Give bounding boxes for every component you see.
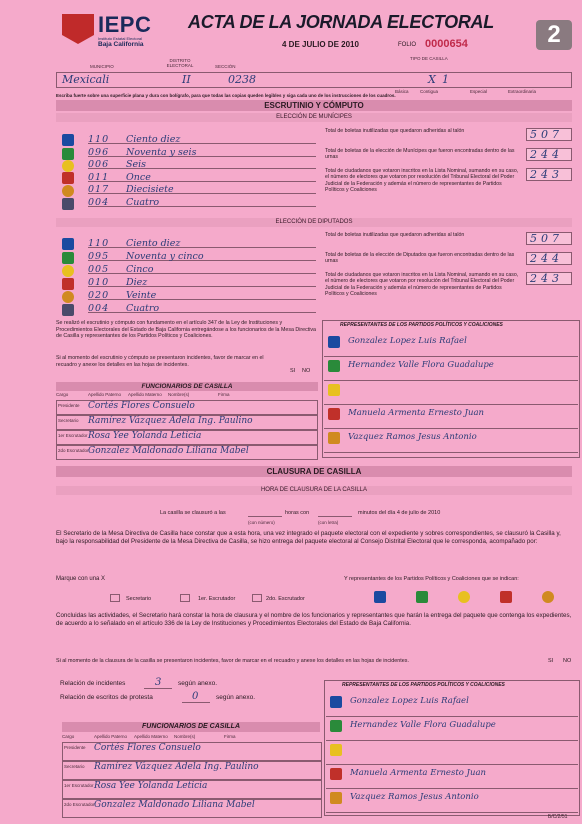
election-date: 4 DE JULIO DE 2010 [282,40,359,49]
vote-text[interactable]: Ciento diez [126,238,181,249]
party-icon [330,696,342,708]
representante-name[interactable]: Vazquez Ramos Jesus Antonio [348,432,477,442]
escrutinio-title: ESCRUTINIO Y CÓMPUTO [264,101,364,110]
total-label: Total de ciudadanos que votaron inscritos en la Lista Nominal, sumando en su caso, el número de electores que votaron por resolución del Tribunal Electoral del Poder Judicial de la Federación y además el número de representantes de Partidos Políticos y Coaliciones [325,272,519,297]
opt-1er-escrutador: 1er. Escrutador [198,596,236,602]
label-contigua: Contigua [420,89,439,94]
vote-number[interactable]: 020 [88,290,110,301]
segun-anexo-2: según anexo. [216,694,256,701]
rep-line [324,380,578,381]
municipes-title: ELECCIÓN DE MUNÍCIPES [276,114,352,120]
party-pan-icon [62,134,74,146]
representantes-indican: Y representantes de los Partidos Políticos y Coaliciones que se indican: [344,576,519,582]
representante-name[interactable]: Manuela Armenta Ernesto Juan [348,408,484,418]
representantes-top-title: REPRESENTANTES DE LOS PARTIDOS POLÍTICOS Y COALICIONES [340,322,503,328]
checkbox-1er-escrutador[interactable] [180,594,190,602]
logo-text: IEPC [98,12,152,37]
clausura-title-bar [56,466,572,477]
vote-line [88,206,316,207]
party-icon [328,360,340,372]
rep-line [324,404,578,405]
representante-name[interactable]: Hernandez Valle Flora Guadalupe [348,360,494,370]
diputados-title: ELECCIÓN DE DIPUTADOS [275,219,353,225]
label-seccion: SECCIÓN [215,64,236,69]
total-value[interactable]: 244 [530,148,563,161]
party-pt-icon [62,278,74,290]
funcionarios-top-title: FUNCIONARIOS DE CASILLA [141,383,233,390]
label-extraordinaria: Extraordinaria [508,89,537,94]
vote-line [88,286,316,287]
tipo-value[interactable]: X [428,73,436,86]
vote-text[interactable]: Seis [126,159,147,171]
representantes-bottom-title: REPRESENTANTES DE LOS PARTIDOS POLÍTICOS Y COALICIONES [342,682,505,688]
cargo-label: 1er Escrutador [64,783,94,788]
vote-text[interactable]: Noventa y cinco [126,251,204,262]
party-verde-icon [62,291,74,303]
column-header: Cargo [56,392,69,397]
checkbox-2do-escrutador[interactable] [252,594,262,602]
funcionarios-bottom-title-bar [62,722,320,732]
representante-name[interactable]: Manuela Armenta Ernesto Juan [350,768,486,778]
relacion-protesta-value[interactable]: 0 [192,691,199,702]
vote-text[interactable]: Cuatro [126,303,160,314]
funcionario-name[interactable]: Ramírez Vázquez Adela Ing. Paulino [94,762,259,772]
vote-line [88,247,316,248]
party-pri-icon [62,148,74,160]
clausura-line1-b: horas con [285,510,310,516]
funcionario-name[interactable]: Rosa Yee Yolanda Leticia [94,781,208,791]
num-casilla-value[interactable]: 1 [442,73,449,86]
relacion-incidentes-label: Relación de incidentes [60,680,126,687]
logo-subtitle: Instituto Estatal Electoral [98,36,143,41]
copy-number: 2 [547,21,561,48]
vote-text[interactable]: Diecisiete [126,184,174,196]
party-otros-icon [62,304,74,316]
column-header: Firma [224,734,236,739]
cargo-label: Secretario [64,764,85,769]
column-header: Nombre(s) [174,734,196,739]
vote-text[interactable]: Diez [126,277,148,288]
column-header: Firma [218,392,230,397]
clausura-paragraph: El Secretario de la Mesa Directiva de Casilla hace constar que a esta hora, una vez integrado el paquete electoral con el expediente y sobres correspondientes, se clausuró la Casilla y, bajo la responsabilidad del Presidente de la Mesa Directiva de Casilla, se hizo entrega del paquete electoral al Consejo Distrital Electoral que le corresponda, acompañado por: [56,530,561,545]
party-icon [328,432,340,444]
rep-line [324,452,578,453]
label-tipo-casilla: TIPO DE CASILLA [410,56,448,61]
municipes-title-bar [56,113,572,122]
vote-number[interactable]: 004 [88,303,110,314]
cargo-label: Secretario [58,418,79,423]
document-title: ACTA DE LA JORNADA ELECTORAL [188,12,494,32]
vote-text[interactable]: Once [126,171,151,183]
cargo-label: Presidente [58,403,80,408]
total-value[interactable]: 507 [530,232,563,245]
party-icon [330,744,342,756]
total-label: Total de boletas de la elección de Diputados que fueron encontradas dentro de las urnas [325,252,515,265]
rep-line [326,812,578,813]
vote-number[interactable]: 017 [88,184,110,196]
vote-text[interactable]: Ciento diez [126,134,181,145]
vote-number[interactable]: 004 [88,197,110,208]
vote-number[interactable]: 011 [88,171,110,183]
relacion-incidentes-field[interactable] [144,688,172,689]
logo-emblem [62,14,94,44]
relacion-protesta-field[interactable] [182,702,210,703]
checkbox-secretario[interactable] [110,594,120,602]
logo-subtitle-2: Baja California [98,41,144,48]
vote-number[interactable]: 006 [88,159,110,171]
party-prd-icon [62,160,74,172]
column-header: Apellido Paterno [94,734,128,739]
total-label: Total de ciudadanos que votaron inscritos en la Lista Nominal, sumando en su caso, el número de electores que votaron por resolución del Tribunal Electoral del Poder Judicial de la Federación y además el número de representantes de Partidos Políticos y Coaliciones [325,168,519,193]
iepc-logo [62,12,182,50]
party-pt-icon[interactable] [500,591,512,603]
funcionario-name[interactable]: Cortés Flores Consuelo [94,743,201,753]
clausura-line1-c: minutos del día 4 de julio de 2010 [358,510,441,516]
opt-2do-escrutador: 2do. Escrutador [266,596,305,602]
footer-code: Б/С/2/51 [548,814,568,820]
vote-line [88,181,316,182]
minutos-field[interactable] [318,516,352,517]
party-pri-icon[interactable] [416,591,428,603]
party-icon [330,792,342,804]
location-box [56,72,572,88]
clausura-title: CLAUSURA DE CASILLA [266,467,362,476]
vote-line [88,299,316,300]
vote-text[interactable]: Cuatro [126,197,160,208]
segun-anexo: según anexo. [178,680,218,687]
total-value[interactable]: 244 [530,252,563,265]
party-icon [328,408,340,420]
party-pri-icon [62,252,74,264]
party-pan-icon[interactable] [374,591,386,603]
vote-line [88,193,316,194]
cargo-label: 2do Escrutador [64,802,95,807]
party-icon [330,768,342,780]
funcionario-name[interactable]: Gonzalez Maldonado Liliana Mabel [88,446,249,456]
party-icon [328,336,340,348]
escrutinio-title-bar [56,100,572,111]
hora-title: HORA DE CLAUSURA DE LA CASILLA [260,487,368,493]
vote-line [88,156,316,157]
funcionario-name[interactable]: Cortés Flores Consuelo [88,401,195,411]
num-letra-label: (con número) [248,520,275,525]
vote-line [88,273,316,274]
column-header: Nombre(s) [168,392,190,397]
vote-line [88,312,316,313]
representante-name[interactable]: Vazquez Ramos Jesus Antonio [350,792,479,802]
funcionarios-bottom-title: FUNCIONARIOS DE CASILLA [142,723,240,730]
party-icon [330,720,342,732]
relacion-incidentes-value[interactable]: 3 [155,677,162,688]
rep-line [326,716,578,717]
cargo-label: 1er Escrutador [58,433,88,438]
clausura-line1-a: La casilla se clausuró a las [160,510,226,516]
vote-number[interactable]: 010 [88,277,110,288]
label-municipio: MUNICIPIO [90,64,114,69]
vote-number[interactable]: 110 [88,134,110,145]
incidents-si[interactable]: SI [290,368,296,374]
distrito-value[interactable]: II [182,73,191,86]
folio-number: 0000654 [425,38,468,50]
total-label: Total de boletas inutilizadas que quedaron adheridas al talón [325,128,465,134]
party-verde-icon[interactable] [542,591,554,603]
column-header: Apellido Paterno [88,392,122,397]
incidents-text: Si al momento del escrutinio y cómputo se presentaron incidentes, favor de marcar en el recuadro y anexe los detalles en las hojas de incidentes. [56,355,264,368]
column-header: Apellido Materno [134,734,168,739]
hora-field[interactable] [248,516,282,517]
vote-text[interactable]: Noventa y seis [126,146,197,158]
vote-text[interactable]: Cinco [126,264,154,275]
incidents-no[interactable]: NO [302,368,311,374]
total-label: Total de boletas inutilizadas que quedaron adheridas al talón [325,232,465,238]
party-verde-icon [62,185,74,197]
total-label: Total de boletas de la elección de Munícipes que fueron encontradas dentro de las urnas [325,148,515,161]
party-prd-icon[interactable] [458,591,470,603]
funcionario-name[interactable]: Rosa Yee Yolanda Leticia [88,431,202,441]
vote-line [88,143,316,144]
diputados-title-bar [56,218,572,227]
cargo-label: Presidente [64,745,86,750]
rep-line [326,764,578,765]
cargo-label: 2do Escrutador [58,448,89,453]
vote-number[interactable]: 096 [88,146,110,158]
vote-number[interactable]: 005 [88,264,110,275]
opt-secretario: Secretario [126,596,152,602]
column-header: Apellido Materno [128,392,162,397]
vote-text[interactable]: Veinte [126,290,157,301]
num-letra-label-2: (con letra) [318,520,339,525]
funcionarios-top-title-bar [56,382,318,391]
instruction-text: Escriba fuerte sobre una superficie plana y dura con bolígrafo, para que todas las copias queden legibles y siga cada uno de los instrucciones de los cuadros. [56,93,396,98]
hora-title-bar [56,486,572,495]
party-prd-icon [62,265,74,277]
total-value[interactable]: 507 [530,128,563,141]
party-otros-icon [62,198,74,210]
column-header: Cargo [62,734,75,739]
funcionario-name[interactable]: Ramírez Vázquez Adela Ing. Paulino [88,416,253,426]
folio-label: FOLIO [398,42,417,48]
representante-name[interactable]: Hernandez Valle Flora Guadalupe [350,720,496,730]
seccion-value[interactable]: 0238 [228,73,256,86]
relacion-protesta-label: Relación de escritos de protesta [60,694,153,701]
rep-line [324,356,578,357]
total-value[interactable]: 243 [530,272,563,285]
total-value[interactable]: 243 [530,168,563,181]
copy-number-badge [536,20,572,50]
legal-text: Se realizó el escrutinio y cómputo con fundamento en el artículo 347 de la Ley de Instituciones y Procedimientos Electorales del Estado de Baja California entregándose a los funcionarios de la Mesa Directiva de Casilla y representantes de los Partidos Políticos y Coaliciones. [56,320,316,339]
vote-number[interactable]: 110 [88,238,110,249]
label-distrito: DISTRITO ELECTORAL [166,58,194,68]
party-pt-icon [62,172,74,184]
label-basica: Básica [395,89,409,94]
rep-line [324,428,578,429]
clausura-no[interactable]: NO [563,658,572,664]
clausura-si[interactable]: SI [548,658,554,664]
clausura-paragraph-2: Concluidas las actividades, el Secretario hará constar la hora de clausura y el nombre de los funcionarios y representantes que harán la entrega del paquete que contenga los expedientes, de acuerdo a lo señalado en el artículo 336 de la Ley de Instituciones y Procedimientos Electorales del Estado de Baja California. [56,612,572,627]
vote-number[interactable]: 095 [88,251,110,262]
label-especial: Especial [470,89,488,94]
clausura-incidents: Si al momento de la clausura de la casilla se presentaron incidentes, favor de marcar en el recuadro y anexe los detalles en las hojas de incidentes. [56,658,409,664]
rep-line [326,740,578,741]
marque-label: Marque con una X [56,576,106,582]
representante-name[interactable]: Gonzalez Lopez Luis Rafael [350,696,469,706]
municipio-value[interactable]: Mexicali [62,73,110,86]
rep-line [326,788,578,789]
party-pan-icon [62,238,74,250]
vote-line [88,168,316,169]
funcionario-name[interactable]: Gonzalez Maldonado Liliana Mabel [94,800,255,810]
party-icon [328,384,340,396]
representante-name[interactable]: Gonzalez Lopez Luis Rafael [348,336,467,346]
